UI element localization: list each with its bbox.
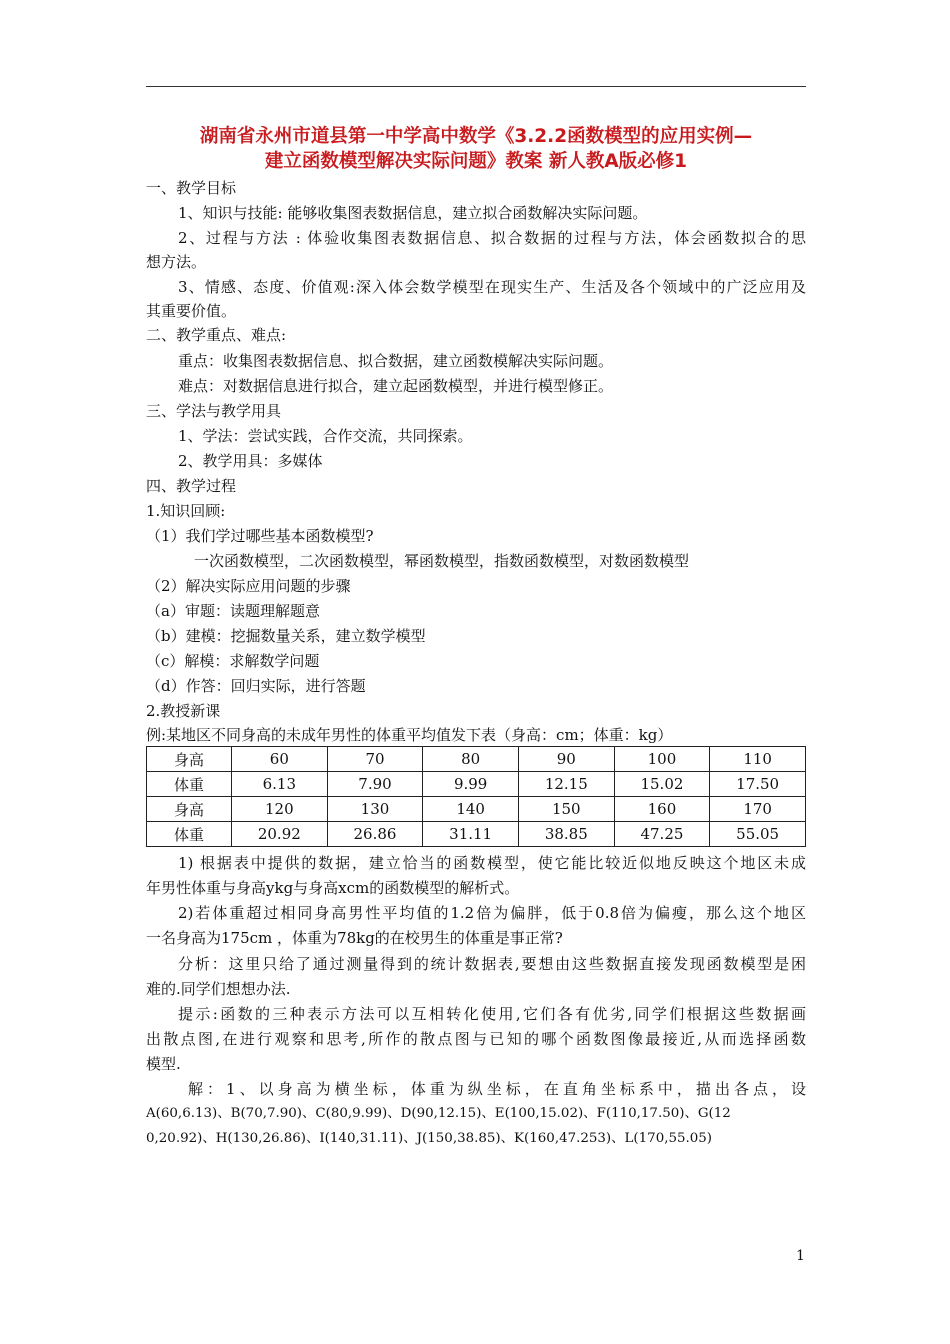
question-1-line-2: 年男性体重与身高ykg与身高xcm的函数模型的解析式。 <box>146 879 520 897</box>
example-statement: 例:某地区不同身高的未成年男性的体重平均值发下表（身高：cm；体重：kg） <box>146 726 673 744</box>
hint-line-2: 出散点图,在进行观察和思考,所作的散点图与已知的哪个函数图像最接近,从而选择函数 <box>146 1030 806 1048</box>
table-cell: 130 <box>327 797 423 822</box>
step-a: （a）审题：读题理解题意 <box>146 602 320 620</box>
document-title-line-1: 湖南省永州市道县第一中学高中数学《3.2.2函数模型的应用实例— <box>199 126 753 147</box>
section-heading-process: 四、教学过程 <box>146 477 237 495</box>
difficult-point: 难点：对数据信息进行拟合，建立起函数模型，并进行模型修正。 <box>178 377 614 395</box>
analysis-line-1: 分析：这里只给了通过测量得到的统计数据表,要想由这些数据直接发现函数模型是困 <box>178 955 806 973</box>
table-row <box>147 822 806 847</box>
solution-line-3: 0,20.92)、H(130,26.86)、I(140,31.11)、J(150,38.85)、K(160,47.253)、L(170,55.05) <box>146 1131 713 1146</box>
height-weight-table <box>146 746 806 847</box>
objective-attitude-line-2: 其重要价值。 <box>146 302 237 320</box>
section-heading-methods: 三、学法与教学用具 <box>146 402 282 420</box>
table-cell: 38.85 <box>518 822 614 847</box>
table-cell: 80 <box>423 747 519 772</box>
table-cell: 70 <box>327 747 423 772</box>
table-cell: 17.50 <box>710 772 806 797</box>
objective-knowledge: 1、知识与技能: 能够收集图表数据信息，建立拟合函数解决实际问题。 <box>178 204 648 222</box>
table-cell: 6.13 <box>232 772 328 797</box>
objective-attitude-line-1: 3、情感、态度、价值观:深入体会数学模型在现实生产、生活及各个领域中的广泛应用及 <box>178 278 806 296</box>
objective-process-line-1: 2、过程与方法 : 体验收集图表数据信息、拟合数据的过程与方法，体会函数拟合的思 <box>178 229 806 247</box>
table-cell: 170 <box>710 797 806 822</box>
table-cell: 140 <box>423 797 519 822</box>
hint-line-1: 提示:函数的三种表示方法可以互相转化使用,它们各有优劣,同学们根据这些数据画 <box>178 1005 806 1023</box>
table-cell: 身高 <box>147 747 232 772</box>
table-cell: 9.99 <box>423 772 519 797</box>
section-heading-key-points: 二、教学重点、难点: <box>146 326 287 344</box>
table-cell: 110 <box>710 747 806 772</box>
hint-line-3: 模型. <box>146 1055 181 1073</box>
table-cell: 体重 <box>147 772 232 797</box>
table-row <box>147 797 806 822</box>
knowledge-review-heading: 1.知识回顾: <box>146 502 226 520</box>
table-cell: 100 <box>614 747 710 772</box>
table-cell: 12.15 <box>518 772 614 797</box>
table-cell: 20.92 <box>232 822 328 847</box>
new-lesson-heading: 2.教授新课 <box>146 702 221 720</box>
document-title-line-2: 建立函数模型解决实际问题》教案 新人教A版必修1 <box>264 151 688 172</box>
table-cell: 31.11 <box>423 822 519 847</box>
table-row <box>147 747 806 772</box>
review-answer-1: 一次函数模型，二次函数模型，幂函数模型，指数函数模型，对数函数模型 <box>194 552 690 570</box>
table-cell: 47.25 <box>614 822 710 847</box>
question-2-line-2: 一名身高为175cm ，体重为78kg的在校男生的体重是事正常? <box>146 929 563 947</box>
method-learning: 1、学法：尝试实践，合作交流，共同探索。 <box>178 427 473 445</box>
review-question-1: （1）我们学过哪些基本函数模型? <box>146 527 374 545</box>
table-cell: 55.05 <box>710 822 806 847</box>
table-cell: 150 <box>518 797 614 822</box>
table-cell: 15.02 <box>614 772 710 797</box>
key-point: 重点：收集图表数据信息、拟合数据，建立函数模解决实际问题。 <box>178 352 614 370</box>
objective-process-line-2: 想方法。 <box>146 253 207 271</box>
table-cell: 身高 <box>147 797 232 822</box>
question-1-line-1: 1) 根据表中提供的数据，建立恰当的函数模型，使它能比较近似地反映这个地区未成 <box>178 854 806 872</box>
page-number: 1 <box>796 1248 805 1264</box>
review-question-2: （2）解决实际应用问题的步骤 <box>146 577 351 595</box>
table-cell: 120 <box>232 797 328 822</box>
table-cell: 60 <box>232 747 328 772</box>
table-row <box>147 772 806 797</box>
solution-line-2: A(60,6.13)、B(70,7.90)、C(80,9.99)、D(90,12.15)、E(100,15.02)、F(110,17.50)、G(12 <box>146 1106 731 1121</box>
question-2-line-1: 2)若体重超过相同身高男性平均值的1.2倍为偏胖，低于0.8倍为偏瘦，那么这个地区 <box>178 904 806 922</box>
header-rule <box>146 86 806 87</box>
table-cell: 160 <box>614 797 710 822</box>
analysis-line-2: 难的.同学们想想办法. <box>146 980 291 998</box>
table-cell: 26.86 <box>327 822 423 847</box>
table-cell: 7.90 <box>327 772 423 797</box>
table-cell: 体重 <box>147 822 232 847</box>
method-tools: 2、教学用具：多媒体 <box>178 452 323 470</box>
table-cell: 90 <box>518 747 614 772</box>
solution-line-1: 解：1、以身高为横坐标，体重为纵坐标，在直角坐标系中，描出各点，设 <box>188 1080 806 1098</box>
section-heading-objectives: 一、教学目标 <box>146 179 237 197</box>
step-b: （b）建模：挖掘数量关系，建立数学模型 <box>146 627 426 645</box>
step-c: （c）解模：求解数学问题 <box>146 652 320 670</box>
step-d: （d）作答：回归实际，进行答题 <box>146 677 366 695</box>
